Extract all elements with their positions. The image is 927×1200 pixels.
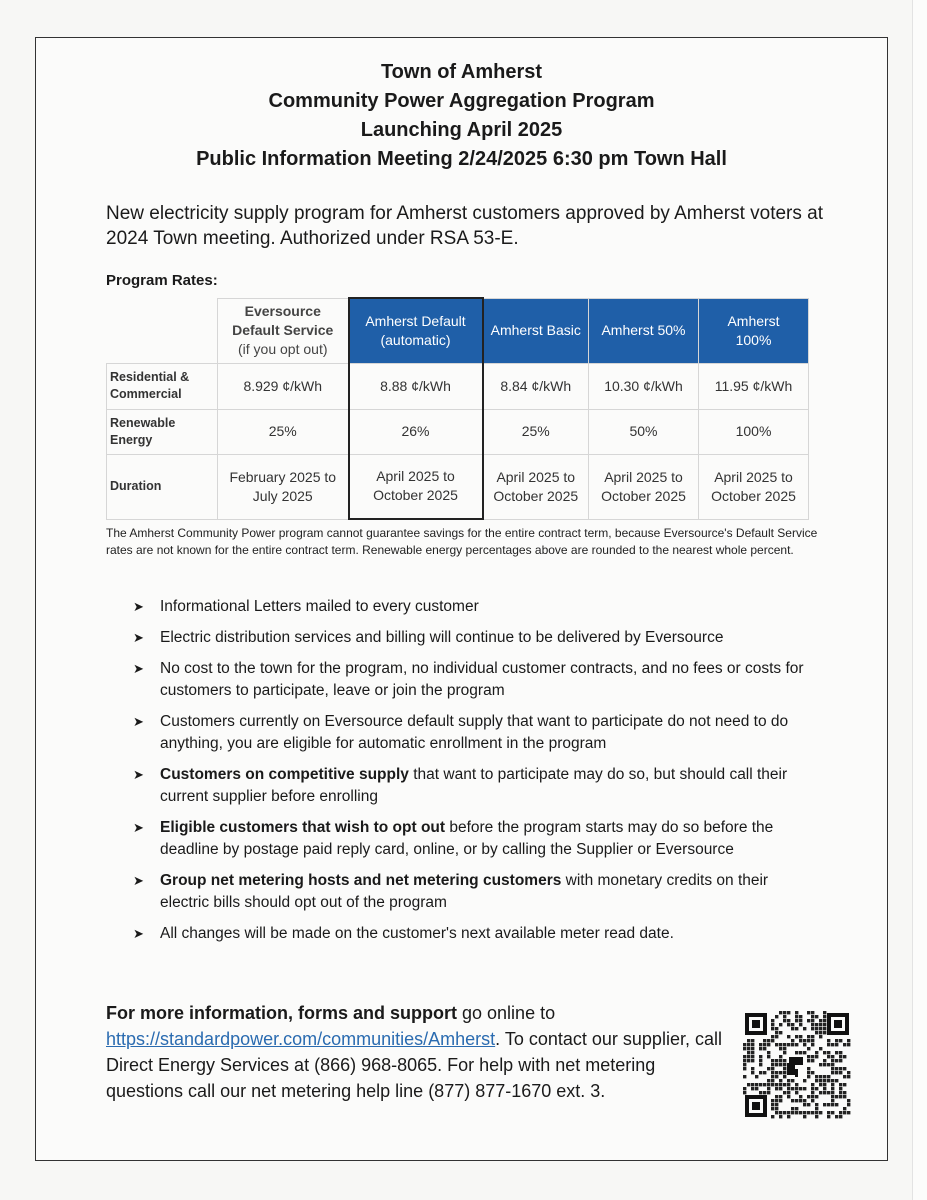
list-item (131, 817, 811, 861)
bullet-text: No cost to the town for the program, no individual customer contracts, and no fees or costs for customers to participate, leave or join the program (160, 660, 804, 699)
bullet-text: before the program starts may do so before the deadline by postage paid reply card, online, or by calling the Supplier or Eversource (160, 819, 774, 858)
flyer-frame (35, 37, 888, 1161)
row-label-renewable: Renewable Energy (107, 409, 218, 454)
contact-info (106, 1000, 731, 1104)
table-row (107, 363, 809, 409)
footer-text-2: . To contact our supplier, call Direct Energy Services at (866) 968-8065. For help with net metering questions call our net metering help line (877) 877-1670 ext. 3. (106, 1029, 722, 1101)
list-item (131, 870, 811, 914)
col-amherst-basic (483, 298, 589, 363)
disclaimer-note: The Amherst Community Power program cannot guarantee savings for the entire contract term, because Eversource's Default Service rates are not known for the entire contract term. Renewable energy percentages above are rounded to the nearest whole percent. (106, 526, 818, 557)
col-amherst-basic-name: Amherst Basic (490, 322, 581, 338)
duration-cell: February 2025 to July 2025 (218, 454, 349, 519)
col-eversource-sub: (if you opt out) (238, 341, 328, 357)
program-rates-label: Program Rates: (106, 272, 218, 289)
col-amherst-default-name: Amherst Default (365, 312, 466, 329)
bullet-text: with monetary credits on their electric bills should opt out of the program (160, 872, 769, 911)
arrow-bullet-icon: ➤ (133, 630, 144, 645)
arrow-bullet-icon: ➤ (133, 926, 144, 941)
arrow-bullet-icon: ➤ (133, 714, 144, 729)
table-row (107, 454, 809, 519)
bullet-text: Customers currently on Eversource default supply that want to participate do not need to do anything, you are eligible for automatic enrollment in the program (160, 713, 789, 752)
col-amherst-default-sub: (automatic) (380, 331, 451, 348)
rates-table (106, 297, 809, 520)
rate-cell: 10.30 ¢/kWh (589, 363, 699, 409)
arrow-bullet-icon: ➤ (133, 599, 144, 614)
renewable-cell: 26% (349, 409, 483, 454)
info-bullet-list (131, 596, 811, 945)
footer-bold: For more information, forms and support (106, 1003, 458, 1023)
list-item (131, 596, 811, 618)
bullet-bold: Group net metering hosts and net metering customers (160, 872, 562, 889)
col-eversource (218, 298, 349, 363)
rate-cell: 8.929 ¢/kWh (218, 363, 349, 409)
renewable-cell: 25% (218, 409, 349, 454)
arrow-bullet-icon: ➤ (133, 661, 144, 676)
arrow-bullet-icon: ➤ (133, 873, 144, 888)
town-title: Town of Amherst (380, 61, 543, 83)
duration-cell: April 2025 to October 2025 (349, 454, 483, 519)
page-edge (912, 0, 927, 1200)
intro-paragraph: New electricity supply program for Amherst customers approved by Amherst voters at 2024 Town meeting. Authorized under RSA 53-E. (106, 203, 823, 249)
col-amherst-50-name: Amherst 50% (601, 322, 686, 338)
arrow-bullet-icon: ➤ (133, 820, 144, 835)
renewable-cell: 25% (483, 409, 589, 454)
renewable-cell: 50% (589, 409, 699, 454)
bullet-text: Informational Letters mailed to every customer (160, 598, 479, 615)
footer-text-1: go online to (457, 1003, 556, 1023)
duration-cell: April 2025 to October 2025 (589, 454, 699, 519)
rates-header-row (107, 298, 809, 363)
list-item (131, 627, 811, 649)
col-amherst-default (349, 298, 483, 363)
table-corner (107, 298, 218, 363)
bullet-bold: Customers on competitive supply (160, 766, 409, 783)
list-item (131, 711, 811, 755)
rate-cell: 11.95 ¢/kWh (699, 363, 809, 409)
bullet-bold: Eligible customers that wish to opt out (160, 819, 446, 836)
list-item (131, 923, 811, 945)
col-eversource-name: Eversource Default Service (232, 303, 334, 338)
bullet-text: Electric distribution services and billing will continue to be delivered by Eversource (160, 629, 724, 646)
duration-cell: April 2025 to October 2025 (483, 454, 589, 519)
arrow-bullet-icon: ➤ (133, 767, 144, 782)
bullet-text: that want to participate may do so, but should call their current supplier before enrolling (160, 766, 788, 805)
col-amherst-50 (589, 298, 699, 363)
row-label-residential: Residential & Commercial (107, 363, 218, 409)
bullet-text: All changes will be made on the customer's next available meter read date. (160, 925, 674, 942)
list-item (131, 658, 811, 702)
rate-cell: 8.84 ¢/kWh (483, 363, 589, 409)
qr-code-icon[interactable] (743, 1011, 851, 1119)
list-item (131, 764, 811, 808)
launch-title: Launching April 2025 (360, 119, 563, 141)
col-amherst-100-name: Amherst 100% (727, 312, 780, 348)
meeting-title: Public Information Meeting 2/24/2025 6:30 pm Town Hall (196, 148, 727, 170)
renewable-cell: 100% (699, 409, 809, 454)
standardpower-link[interactable]: https://standardpower.com/communities/Amherst (106, 1029, 496, 1049)
row-label-duration: Duration (107, 454, 218, 519)
program-title: Community Power Aggregation Program (268, 90, 655, 112)
duration-cell: April 2025 to October 2025 (699, 454, 809, 519)
table-row (107, 409, 809, 454)
rate-cell: 8.88 ¢/kWh (349, 363, 483, 409)
col-amherst-100 (699, 298, 809, 363)
